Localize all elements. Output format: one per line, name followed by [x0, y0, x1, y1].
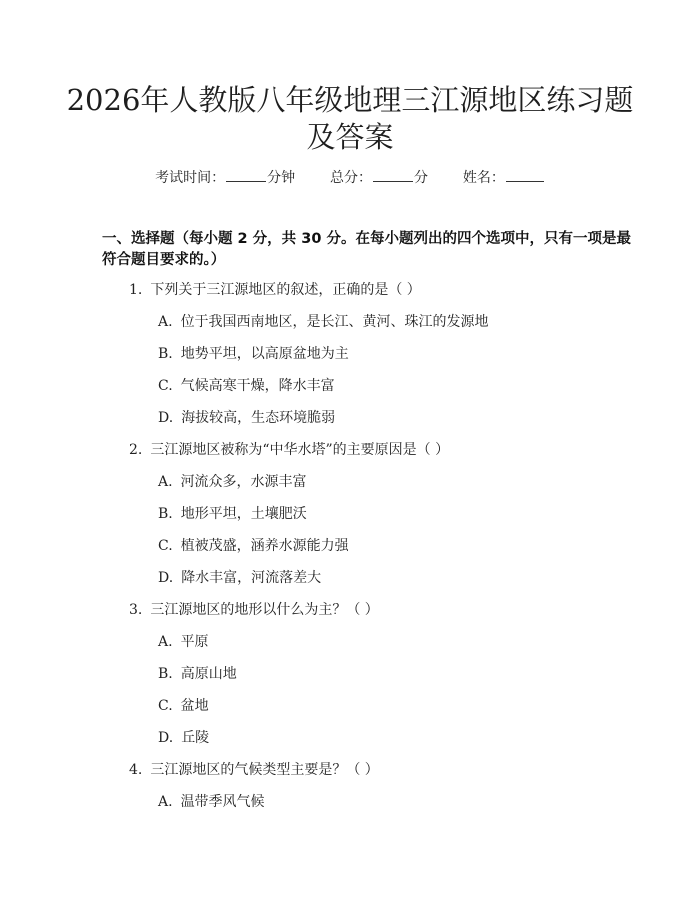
question-3-option-b: [158, 665, 237, 683]
option-text: 气候高寒干燥，降水丰富: [180, 378, 335, 394]
document-title-line1: 2026年人教版八年级地理三江源地区练习题: [66, 83, 634, 117]
option-text: 降水丰富，河流落差大: [181, 570, 322, 586]
option-text: 地势平坦，以高原盆地为主: [180, 346, 349, 362]
question-number: 2.: [129, 442, 143, 458]
option-label: B.: [158, 666, 173, 682]
option-label: D.: [158, 730, 174, 746]
option-text: 高原山地: [180, 666, 237, 682]
option-label: A.: [158, 474, 173, 490]
student-name-label: 姓名：: [462, 170, 505, 186]
question-3-option-a: [158, 633, 209, 651]
section-heading: [102, 229, 631, 271]
question-text: 三江源地区的气候类型主要是？（ ）: [150, 762, 379, 778]
question-2-option-c: [158, 537, 349, 555]
section-heading-line1: 一、选择题（每小题 2 分，共 30 分。在每小题列出的四个选项中，只有一项是最: [102, 231, 631, 247]
exam-time-field: [155, 168, 295, 188]
question-2: [129, 441, 449, 459]
total-score-field: [330, 168, 428, 188]
exam-time-unit: 分钟: [267, 170, 296, 186]
option-text: 河流众多，水源丰富: [180, 474, 307, 490]
option-label: B.: [158, 346, 173, 362]
question-number: 1.: [129, 282, 143, 298]
option-label: C.: [158, 378, 173, 394]
question-text: 三江源地区被称为“中华水塔”的主要原因是（ ）: [150, 442, 450, 458]
option-text: 地形平坦，土壤肥沃: [180, 506, 307, 522]
question-1-option-d: [158, 409, 335, 427]
question-1-option-a: [158, 313, 489, 331]
option-text: 植被茂盛，涵养水源能力强: [180, 538, 349, 554]
option-text: 位于我国西南地区，是长江、黄河、珠江的发源地: [180, 314, 489, 330]
document-title-line2: 及答案: [306, 120, 394, 154]
question-1-option-c: [158, 377, 335, 395]
option-label: C.: [158, 698, 173, 714]
question-1-option-b: [158, 345, 349, 363]
option-text: 丘陵: [181, 730, 210, 746]
student-name-field: [463, 168, 545, 188]
question-2-option-b: [158, 505, 307, 523]
question-2-option-a: [158, 473, 307, 491]
option-label: C.: [158, 538, 173, 554]
option-text: 海拔较高，生态环境脆弱: [181, 410, 336, 426]
question-3-option-d: [158, 729, 209, 747]
question-text: 下列关于三江源地区的叙述，正确的是（ ）: [150, 282, 421, 298]
question-number: 4.: [129, 762, 143, 778]
section-heading-line2: 符合题目要求的。）: [102, 252, 226, 268]
option-text: 盆地: [180, 698, 209, 714]
question-3-option-c: [158, 697, 209, 715]
option-label: B.: [158, 506, 173, 522]
option-text: 温带季风气候: [180, 794, 265, 810]
total-score-unit: 分: [414, 170, 428, 186]
question-2-option-d: [158, 569, 321, 587]
question-3: [129, 601, 379, 619]
option-label: D.: [158, 570, 174, 586]
exam-time-blank: [226, 169, 266, 182]
student-name-blank: [506, 169, 544, 182]
exam-info-line: [0, 168, 700, 188]
exam-time-label: 考试时间：: [155, 170, 226, 186]
total-score-blank: [373, 169, 413, 182]
question-1: [129, 281, 421, 299]
option-label: D.: [158, 410, 174, 426]
question-text: 三江源地区的地形以什么为主？（ ）: [150, 602, 379, 618]
option-text: 平原: [180, 634, 209, 650]
question-4: [129, 761, 379, 779]
total-score-label: 总分：: [330, 170, 372, 186]
option-label: A.: [158, 794, 173, 810]
question-4-option-a: [158, 793, 265, 811]
option-label: A.: [158, 314, 173, 330]
question-number: 3.: [129, 602, 143, 618]
option-label: A.: [158, 634, 173, 650]
